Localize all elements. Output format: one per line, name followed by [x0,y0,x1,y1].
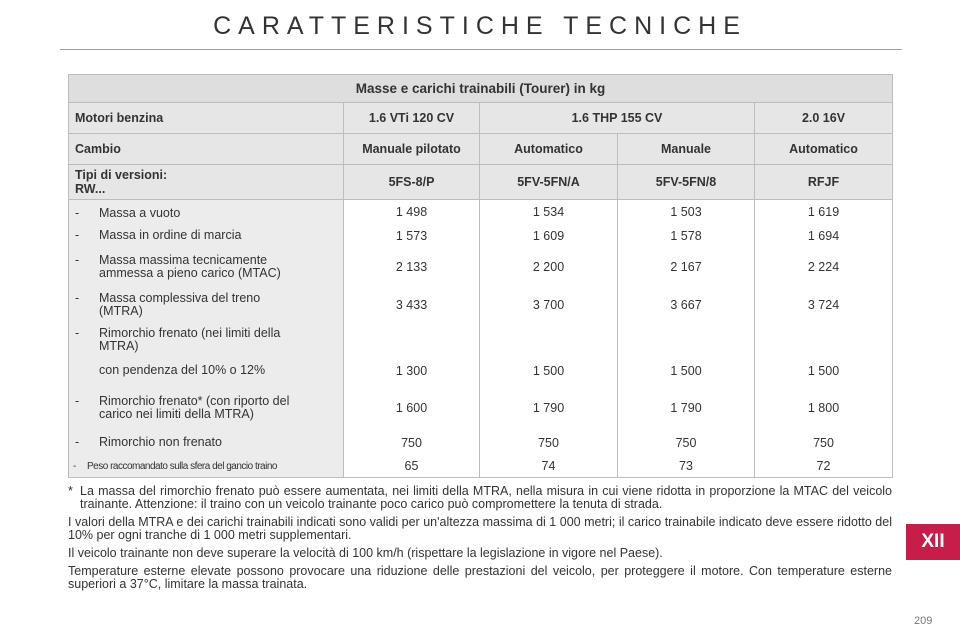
version-cell: 5FS-8/P [344,165,480,200]
table-row [69,324,893,356]
title-divider [60,49,902,50]
gearbox-row-label: Cambio [69,134,344,165]
table-cell: 1 619 [755,200,893,224]
table-row [69,286,893,324]
row-label [69,456,344,478]
gearbox-row [69,134,893,165]
footnote-star: * [68,484,73,498]
table-cell: 750 [480,430,618,456]
row-label-line2: ammessa a pieno carico (MTAC) [99,265,281,280]
engine-3: 2.0 16V [755,103,893,134]
version-row [69,165,893,200]
notes-section [68,485,892,596]
engine-row-label: Motori benzina [69,103,344,134]
gearbox-cell: Manuale [618,134,755,165]
gearbox-cell: Manuale pilotato [344,134,480,165]
table-row [69,248,893,286]
row-dash: - [75,206,80,221]
table-cell: 1 500 [618,356,755,386]
table-row [69,430,893,456]
note-speed: Il veicolo trainante non deve superare la velocità di 100 km/h (rispettare la legislazione in vigore nel Paese). [68,546,663,560]
row-label [69,356,344,386]
table-cell [755,324,893,356]
row-label-line1: Rimorchio frenato (nei limiti della [99,325,281,340]
table-row [69,224,893,248]
table-cell: 1 500 [755,356,893,386]
table-cell: 1 573 [344,224,480,248]
version-cell: 5FV-5FN/A [480,165,618,200]
table-caption: Masse e carichi trainabili (Tourer) in kg [69,75,893,103]
table-cell: 3 700 [480,286,618,324]
row-label-line1: Rimorchio frenato* (con riporto del [99,393,290,408]
table-cell: 750 [344,430,480,456]
row-label-text: Peso raccomandato sulla sfera del gancio traino [87,460,277,472]
table-row [69,356,893,386]
table-cell [480,324,618,356]
note-altitude: I valori della MTRA e dei carichi trainabili indicati sono validi per un'altezza massima di 1 000 metri; il carico trainabile indicato deve essere ridotto del 10% per ogni tranche di 1 000 metri supplementari. [68,515,892,542]
gearbox-cell: Automatico [480,134,618,165]
table-cell: 1 600 [344,386,480,430]
table-cell: 1 534 [480,200,618,224]
towing-masses-table [68,74,893,478]
row-label-line1: Massa massima tecnicamente [99,252,268,267]
engine-1: 1.6 VTi 120 CV [344,103,480,134]
row-label [69,248,344,286]
table-cell: 2 133 [344,248,480,286]
row-label-line2: (MTRA) [99,303,143,318]
row-label [69,430,344,456]
row-label-line2: MTRA) [99,338,139,353]
table-cell: 1 503 [618,200,755,224]
row-label [69,286,344,324]
row-dash: - [75,435,80,449]
row-dash: - [75,252,80,267]
row-label [69,386,344,430]
note-temperature: Temperature esterne elevate possono provocare una riduzione delle prestazioni del veicolo, per proteggere il motore. Con temperature esterne superiori a 37°C, limitare la massa trainata. [68,564,892,591]
chapter-tab: XII [906,524,960,560]
row-dash: - [75,325,80,340]
row-dash: - [75,290,80,305]
row-label [69,200,344,224]
version-row-label [69,165,344,200]
table-row [69,200,893,224]
engine-row [69,103,893,134]
page-title: CARATTERISTICHE TECNICHE [213,12,747,40]
table-cell: 1 500 [480,356,618,386]
gearbox-cell: Automatico [755,134,893,165]
table-cell: 73 [618,456,755,478]
row-label [69,324,344,356]
row-label-line2: carico nei limiti della MTRA) [99,406,254,421]
table-row [69,386,893,430]
table-cell: 1 790 [618,386,755,430]
row-label-text: Rimorchio non frenato [99,435,222,449]
row-label-text: Massa a vuoto [99,206,181,221]
table-cell: 1 790 [480,386,618,430]
table-cell: 750 [618,430,755,456]
version-cell: 5FV-5FN/8 [618,165,755,200]
table-cell: 3 724 [755,286,893,324]
row-label [69,224,344,248]
version-label-line2: RW... [75,182,106,196]
row-dash: - [75,393,80,408]
table-cell: 1 694 [755,224,893,248]
table-cell: 2 224 [755,248,893,286]
table-cell: 72 [755,456,893,478]
row-label-text: Massa in ordine di marcia [99,228,242,242]
table-cell: 3 433 [344,286,480,324]
table-cell [618,324,755,356]
table-cell: 74 [480,456,618,478]
table-cell: 1 300 [344,356,480,386]
footnote-text: La massa del rimorchio frenato può essere aumentata, nei limiti della MTRA, nella misura in cui viene ridotta in proporzione la MTAC del veicolo trainante. Attenzione: il traino con un veicolo trainante poco carico può compromettere la tenuta di strada. [80,484,892,511]
table-cell [344,324,480,356]
row-label-line1: Massa complessiva del treno [99,290,261,305]
table-cell: 1 578 [618,224,755,248]
table-cell: 1 609 [480,224,618,248]
table-cell: 3 667 [618,286,755,324]
row-label-text: con pendenza del 10% o 12% [99,363,266,377]
footnote [68,485,892,511]
version-cell: RFJF [755,165,893,200]
engine-2: 1.6 THP 155 CV [480,103,755,134]
table-cell: 2 200 [480,248,618,286]
table-cell: 65 [344,456,480,478]
table-cell: 750 [755,430,893,456]
table-cell: 2 167 [618,248,755,286]
row-dash: - [73,460,76,472]
version-label-line1: Tipi di versioni: [75,168,168,182]
table-cell: 1 498 [344,200,480,224]
table-row [69,456,893,478]
row-dash: - [75,228,80,242]
page-number: 209 [914,615,933,627]
table-cell: 1 800 [755,386,893,430]
